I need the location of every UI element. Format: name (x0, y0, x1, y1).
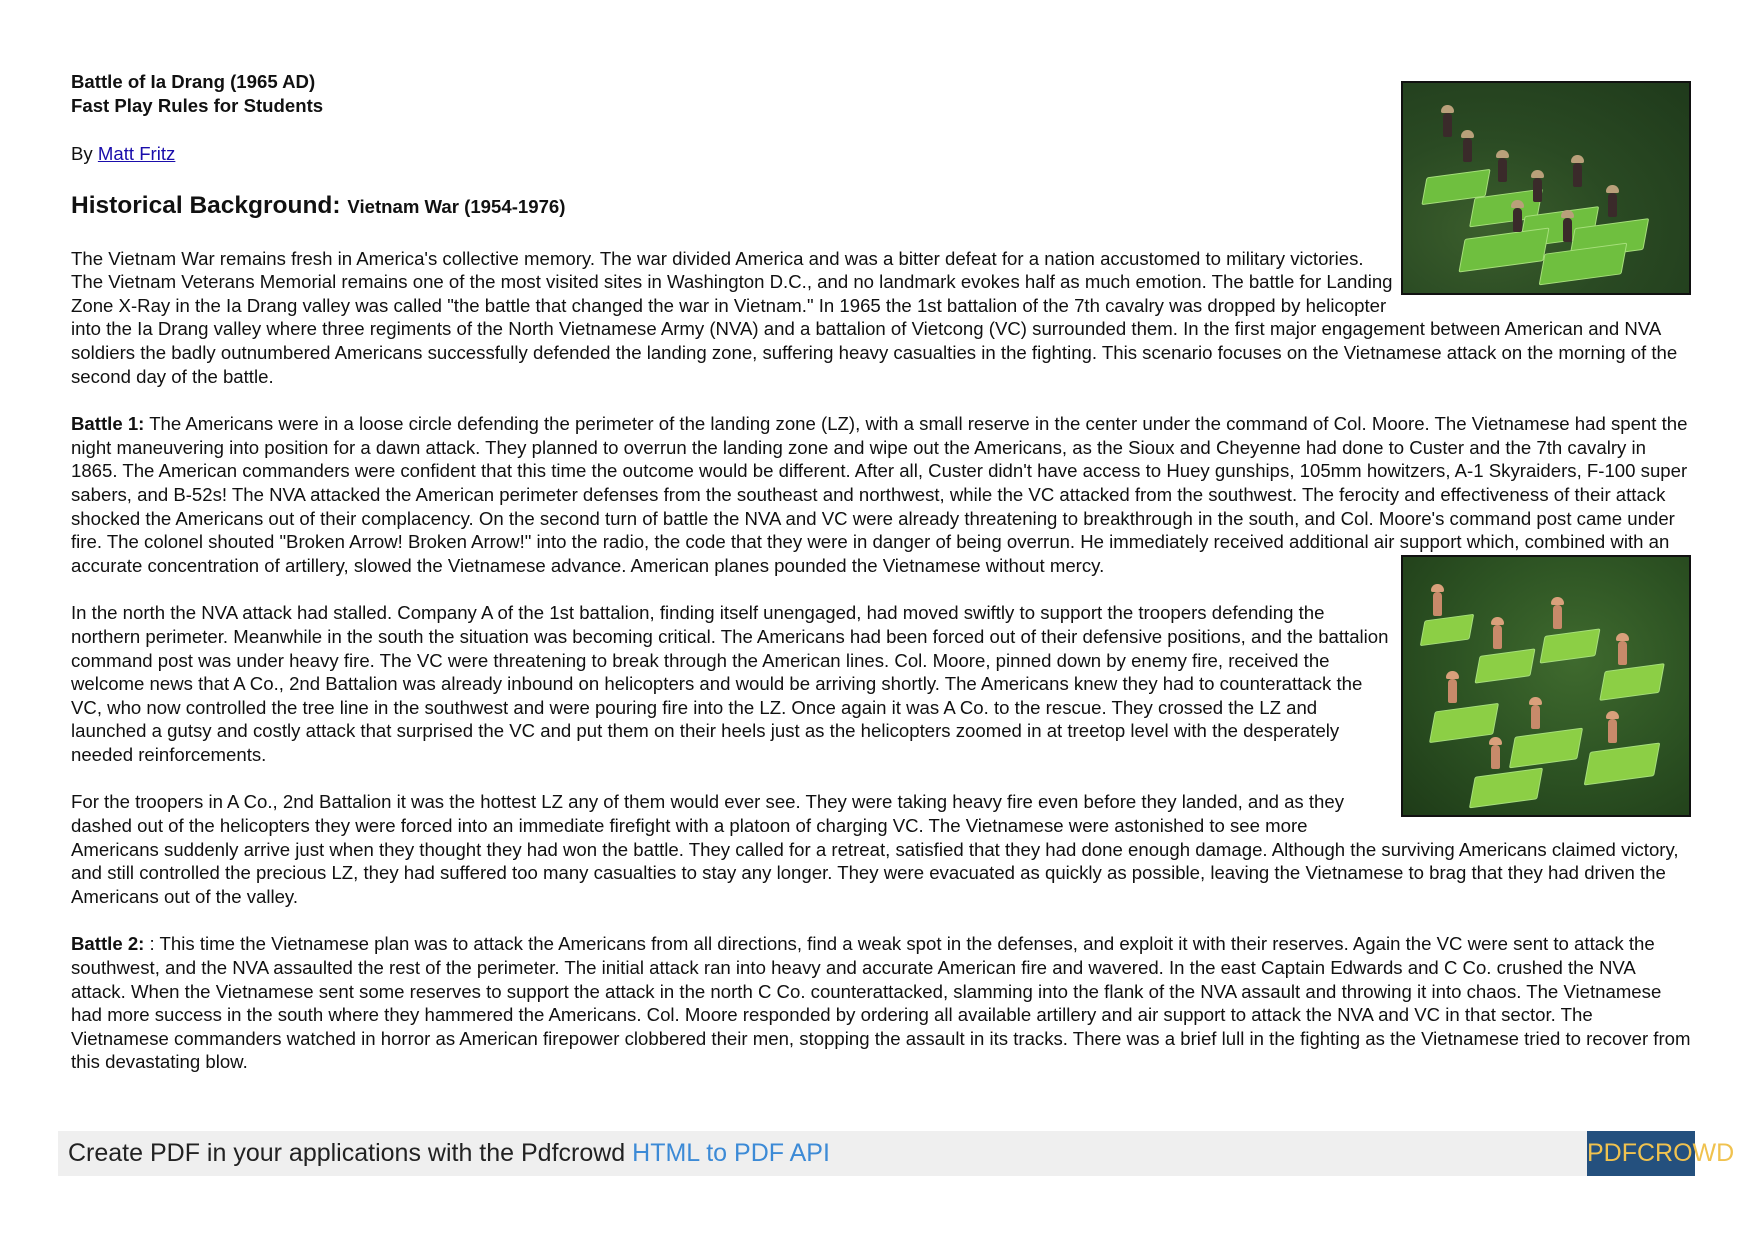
battle1-text-1: The Americans were in a loose circle defending the perimeter of the landing zone (LZ), with a small reserve in the center under the command of Col. Moore. The Vietnamese had spent the night maneuvering into position for a dawn attack. They planned to overrun the landing zone and wipe out the Americans, as the Sioux and Cheyenne had done to Custer and the 7th cavalry in 1865. The American commanders were confident that this time the outcome would be different. After all, Custer didn't have access to Huey gunships, 105mm howitzers, A-1 Skyraiders, F-100 super sabers, and B-52s! The NVA attacked the American perimeter defenses from the southeast and northwest, while the VC attacked from the southwest. The ferocity and effectiveness of their attack shocked the Americans out of their complacency. On the second turn of battle the NVA and VC were already threatening to breakthrough in the south, and Col. Moore's command post came under fire. The colonel shouted "Broken Arrow! Broken Arrow!" into the radio, the code that they were in danger of being overrun. He immediately received additional air support which, combined with an accurate concentration of artillery, slowed the Vietnamese advance. American planes pounded the Vietnamese without mercy. (71, 413, 1688, 576)
section-subheading: Vietnam War (1954-1976) (347, 195, 566, 217)
author-link[interactable]: Matt Fritz (97, 143, 176, 164)
battle2-text: : This time the Vietnamese plan was to attack the Americans from all directions, find a weak spot in the defenses, and exploit it with their reserves. Again the VC were sent to attack the southwest, and the NVA assaulted the rest of the perimeter. The initial attack ran into heavy and accurate American fire and wavered. In the east Captain Edwards and C Co. crushed the NVA attack. When the Vietnamese sent some reserves to support the attack in the north C Co. counterattacked, slamming into the flank of the NVA assault and throwing it into chaos. The Vietnamese had more success in the south where they hammered the Americans. Col. Moore responded by ordering all available artillery and air support to attack the NVA and VC in that sector. The Vietnamese commanders watched in horror as American firepower clobbered their men, stopping the assault in its tracks. There was a brief lull in the fighting as the Vietnamese tried to recover from this devastating blow. (71, 933, 1691, 1073)
background-paragraph: The Vietnam War remains fresh in America's collective memory. The war divided America and was a bitter defeat for a nation accustomed to military victories. The Vietnam Veterans Memorial remains one of the most visited sites in Washington D.C., and no landmark evokes half as much emotion. The battle for Landing Zone X-Ray in the Ia Drang valley was called "the battle that changed the war in Vietnam." In 1965 the 1st battalion of the 7th cavalry was dropped by helicopter into the Ia Drang valley where three regiments of the North Vietnamese Army (NVA) and a battalion of Vietcong (VC) surrounded them. In the first major engagement between American and NVA soldiers the badly outnumbered Americans successfully defended the landing zone, suffering heavy casualties in the fighting. This scenario focuses on the Vietnamese attack on the morning of the second day of the battle. (71, 247, 1678, 387)
document-body (71, 70, 1691, 1074)
battle1-paragraph-1 (71, 412, 1691, 577)
pdfcrowd-banner (58, 1131, 1735, 1176)
battle1-paragraph-3: For the troopers in A Co., 2nd Battalion it was the hottest LZ any of them would ever see. They were taking heavy fire even before they landed, and as they dashed out of the helicopters they were forced into an immediate firefight with a platoon of charging VC. The Vietnamese were astonished to see more Americans suddenly arrive just when they thought they had won the battle. They called for a retreat, satisfied that they had done enough damage. Although the surviving Americans claimed victory, and still controlled the precious LZ, they had suffered too many casualties to stay any longer. They were evacuated as quickly as possible, leaving the Vietnamese to brag that they had driven the Americans out of the valley. (71, 791, 1679, 907)
page-subtitle: Fast Play Rules for Students (71, 95, 324, 116)
miniatures-photo-us (1401, 555, 1691, 817)
banner-message: Create PDF in your applications with the Pdfcrowd (68, 1139, 626, 1167)
banner-api-link[interactable]: HTML to PDF API (632, 1139, 830, 1167)
pdfcrowd-button[interactable]: PDFCROWD (1587, 1131, 1695, 1176)
miniatures-photo-nva (1401, 81, 1691, 295)
section-heading-text: Historical Background: (71, 191, 341, 219)
byline-prefix: By (71, 143, 93, 164)
battle1-label: Battle 1: (71, 413, 145, 435)
battle2-paragraph (71, 932, 1691, 1074)
battle1-paragraph-2: In the north the NVA attack had stalled. Company A of the 1st battalion, finding itself unengaged, had moved swiftly to support the troopers defending the northern perimeter. Meanwhile in the south the situation was becoming critical. The Americans had been forced out of their defensive positions, and the battalion command post was under heavy fire. The VC were threatening to break through the American lines. Col. Moore, pinned down by enemy fire, received the welcome news that A Co., 2nd Battalion was already inbound on helicopters and would be arriving shortly. The Americans knew they had to counterattack the VC, who now controlled the tree line in the southwest and were pouring fire into the LZ. Once again it was A Co. to the rescue. They crossed the LZ and launched a gutsy and costly attack that surprised the VC and put them on their heels just as the helicopters zoomed in at treetop level with the desperately needed reinforcements. (71, 602, 1389, 765)
banner-text (68, 1131, 830, 1176)
battle2-label: Battle 2: (71, 933, 145, 955)
page-title: Battle of Ia Drang (1965 AD) (71, 71, 316, 92)
